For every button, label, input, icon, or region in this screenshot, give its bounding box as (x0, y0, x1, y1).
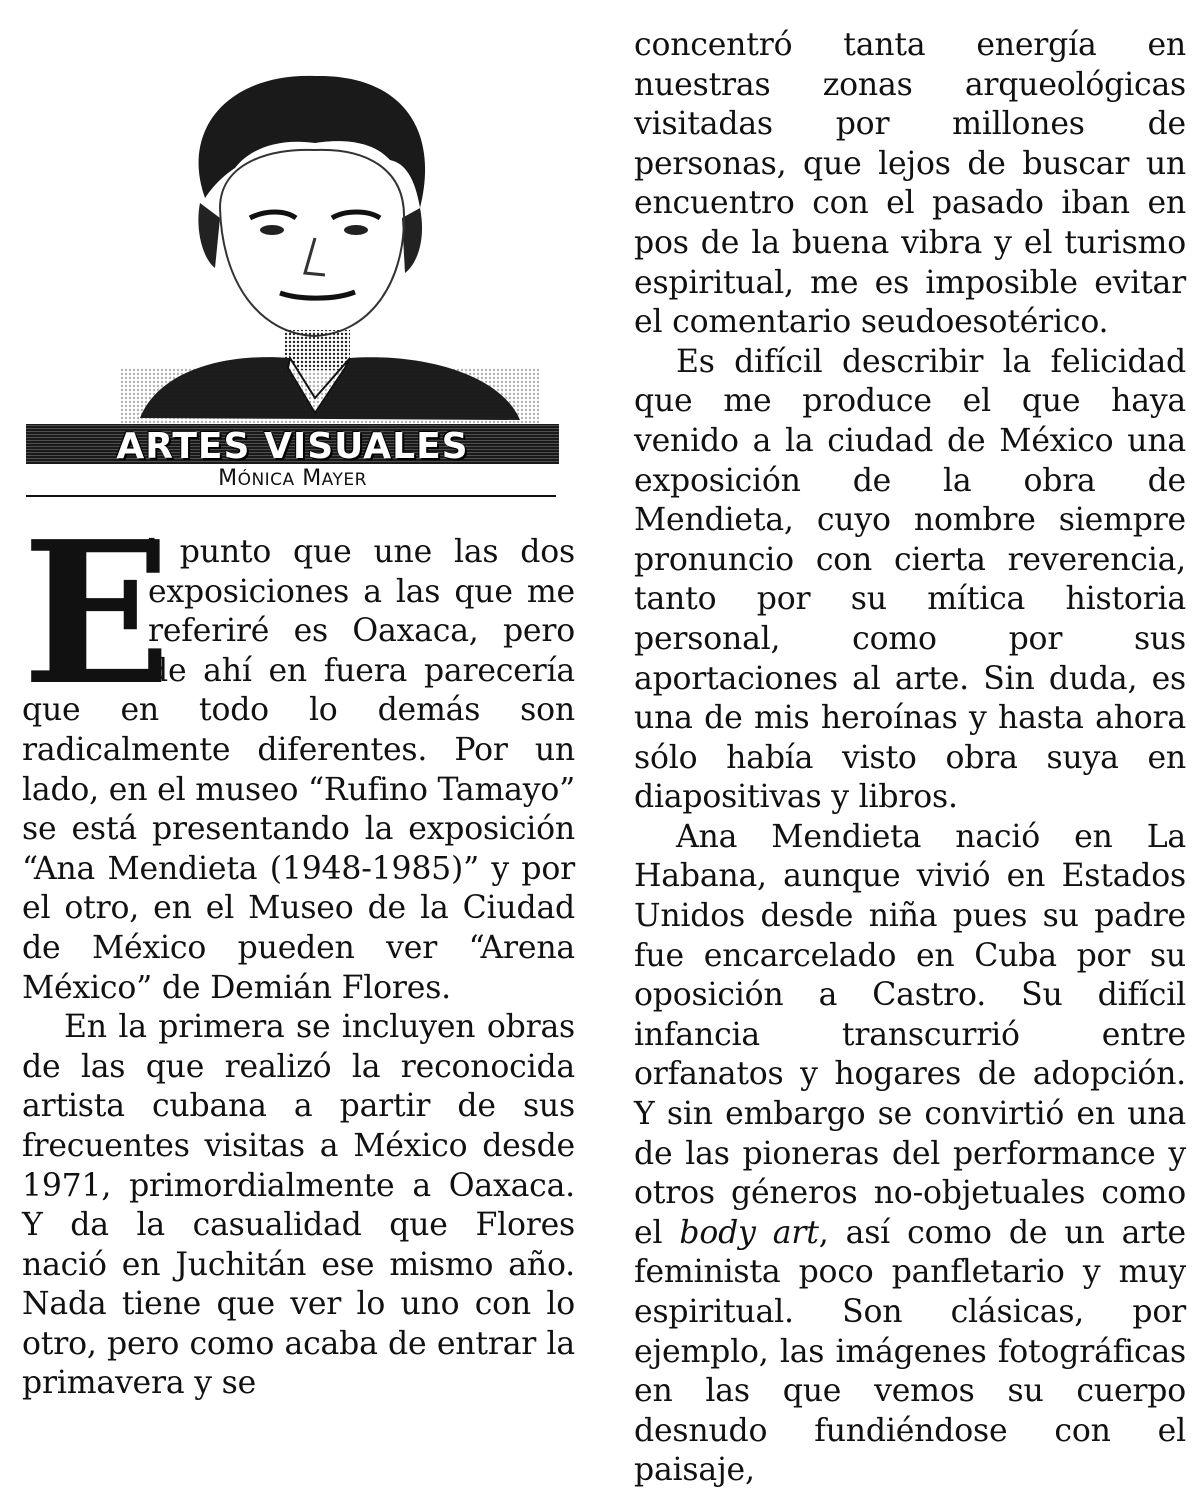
italic-term: body art (679, 1214, 819, 1251)
author-first-name: ÓNICA (237, 470, 295, 490)
paragraph-1-text: l punto que une las dos exposiciones a las que me referiré es Oaxaca, pero de ahí en fuera parecería que en todo lo demás son radicalmente diferentes. Por un lado, en el museo “Rufino Tamayo” se está presentando la exposición “Ana Mendieta (1948-1985)” y por el otro, en el Museo de la Ciudad de México pueden ver “Arena México” de Demián Flores. (22, 534, 575, 1006)
author-initial: M (218, 466, 238, 491)
paragraph-4: Es difícil describir la felicidad que me produce el que haya venido a la ciudad de México una exposición de la obra de Mendieta, cuyo nombre siempre pronuncio con cierta reverencia, tanto por su mítica historia personal, como por sus aportaciones al arte. Sin duda, es una de mis heroínas y hasta ahora sólo había visto obra suya en diapositivas y libros. (634, 343, 1186, 816)
left-column (22, 499, 575, 1404)
author-portrait (120, 68, 540, 424)
paragraph-2: En la primera se incluyen obras de las que realizó la reconocida artista cubana a partir de sus frecuentes visitas a México desde 1971, primordialmente a Oaxaca. Y da la casualidad que Flores nació en Juchitán ese mismo año. Nada tiene que ver lo uno con lo otro, pero como acaba de entrar la primavera y se (22, 1009, 575, 1402)
paragraph-5-text-b: , así como de un arte feminista poco panfletario y muy espiritual. Son clásicas, por ejemplo, las imágenes fotográficas en las que vemos su cuerpo desnudo fundiéndose con el paisaje, (634, 1214, 1187, 1489)
paragraph-3: concentró tanta energía en nuestras zonas arqueológicas visitadas por millones de personas, que lejos de buscar un encuentro con el pasado iban en pos de la buena vibra y el turismo espiritual, me es imposible evitar el comentario seudoesotérico. (634, 27, 1186, 341)
author-last-name: AYER (321, 470, 367, 490)
paragraph-1 (22, 499, 575, 1008)
paragraph-5 (634, 818, 1186, 1491)
author-byline (26, 466, 559, 491)
author-last-initial: M (302, 466, 322, 491)
byline-rule (26, 495, 556, 497)
right-column (634, 26, 1186, 1491)
section-title: ARTES VISUALES (116, 426, 469, 467)
drop-cap: E (22, 499, 172, 729)
section-banner (26, 424, 559, 467)
paragraph-5-text-a: Ana Mendieta nació en La Habana, aunque vivió en Estados Unidos desde niña pues su padre fue encarcelado en Cuba por su oposición a Castro. Su difícil infancia transcurrió entre orfanatos y hogares de adopción. Y sin embargo se convirtió en una de las pioneras del performance y otros géneros no-objetuales como el (634, 818, 1186, 1251)
